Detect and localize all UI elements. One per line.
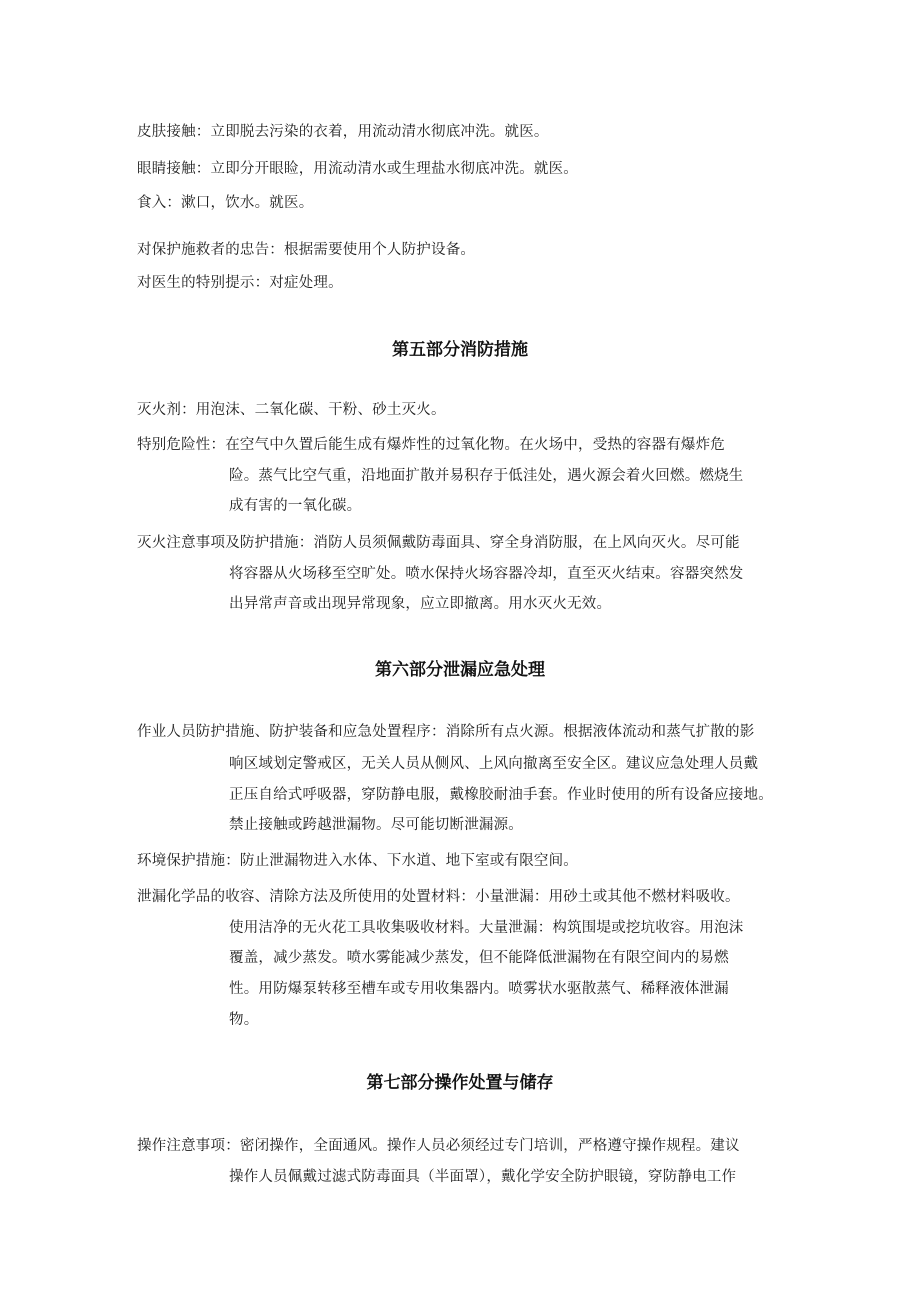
personal-precautions-line: 禁止接触或跨越泄漏物。尽可能切断泄漏源。 <box>229 817 523 833</box>
section-7-title: 第七部分操作处置与储存 <box>366 1073 554 1093</box>
handling-precautions-line: 操作人员佩戴过滤式防毒面具（半面罩），戴化学安全防护眼镜，穿防静电工作 <box>229 1169 737 1185</box>
special-hazard-line: 成有害的一氧化碳。 <box>229 498 362 514</box>
personal-precautions-line: 响区域划定警戒区，无关人员从侧风、上风向撤离至安全区。建议应急处理人员戴 <box>229 756 759 772</box>
section-6-title: 第六部分泄漏应急处理 <box>375 660 545 680</box>
personal-precautions-line: 正压自给式呼吸器，穿防静电服，戴橡胶耐油手套。作业时使用的所有设备应接地。 <box>229 787 773 803</box>
personal-precautions-line: 作业人员防护措施、防护装备和应急处置程序：消除所有点火源。根据液体流动和蒸气扩散的影 <box>137 724 755 740</box>
environmental-precautions-text: 环境保护措施：防止泄漏物进入水体、下水道、地下室或有限空间。 <box>137 853 578 869</box>
extinguishing-agent-text: 灭火剂：用泡沫、二氧化碳、干粉、砂土灭火。 <box>137 402 446 418</box>
firefighting-notes-line: 灭火注意事项及防护措施：消防人员须佩戴防毒面具、穿全身消防服，在上风向灭火。尽可能 <box>137 535 740 551</box>
cleanup-methods-line: 性。用防爆泵转移至槽车或专用收集器内。喷雾状水驱散蒸气、稀释液体泄漏 <box>229 981 729 997</box>
firefighting-notes-line: 将容器从火场移至空旷处。喷水保持火场容器冷却，直至灭火结束。容器突然发 <box>229 566 744 582</box>
cleanup-methods-line: 使用洁净的无火花工具收集吸收材料。大量泄漏：构筑围堤或挖坑收容。用泡沫 <box>229 920 744 936</box>
skin-contact-text: 皮肤接触：立即脱去污染的衣着，用流动清水彻底冲洗。就医。 <box>137 124 549 140</box>
cleanup-methods-line: 覆盖，减少蒸发。喷水雾能减少蒸发，但不能降低泄漏物在有限空间内的易燃 <box>229 950 729 966</box>
eye-contact-text: 眼睛接触：立即分开眼睑，用流动清水或生理盐水彻底冲洗。就医。 <box>137 161 578 177</box>
special-hazard-line: 特别危险性：在空气中久置后能生成有爆炸性的过氧化物。在火场中，受热的容器有爆炸危 <box>137 437 725 453</box>
special-hazard-line: 险。蒸气比空气重，沿地面扩散并易积存于低洼处，遇火源会着火回燃。燃烧生 <box>229 468 744 484</box>
cleanup-methods-line: 物。 <box>229 1012 259 1028</box>
section-5-title: 第五部分消防措施 <box>392 340 528 360</box>
rescuer-advice-text: 对保护施救者的忠告：根据需要使用个人防护设备。 <box>137 242 476 258</box>
cleanup-methods-line: 泄漏化学品的收容、清除方法及所使用的处置材料：小量泄漏：用砂土或其他不燃材料吸收。 <box>137 889 740 905</box>
doctor-note-text: 对医生的特别提示：对症处理。 <box>137 275 343 291</box>
firefighting-notes-line: 出异常声音或出现异常现象，应立即撤离。用水灭火无效。 <box>229 596 612 612</box>
handling-precautions-line: 操作注意事项：密闭操作，全面通风。操作人员必须经过专门培训，严格遵守操作规程。建议 <box>137 1138 740 1154</box>
ingestion-text: 食入：漱口，饮水。就医。 <box>137 195 314 211</box>
